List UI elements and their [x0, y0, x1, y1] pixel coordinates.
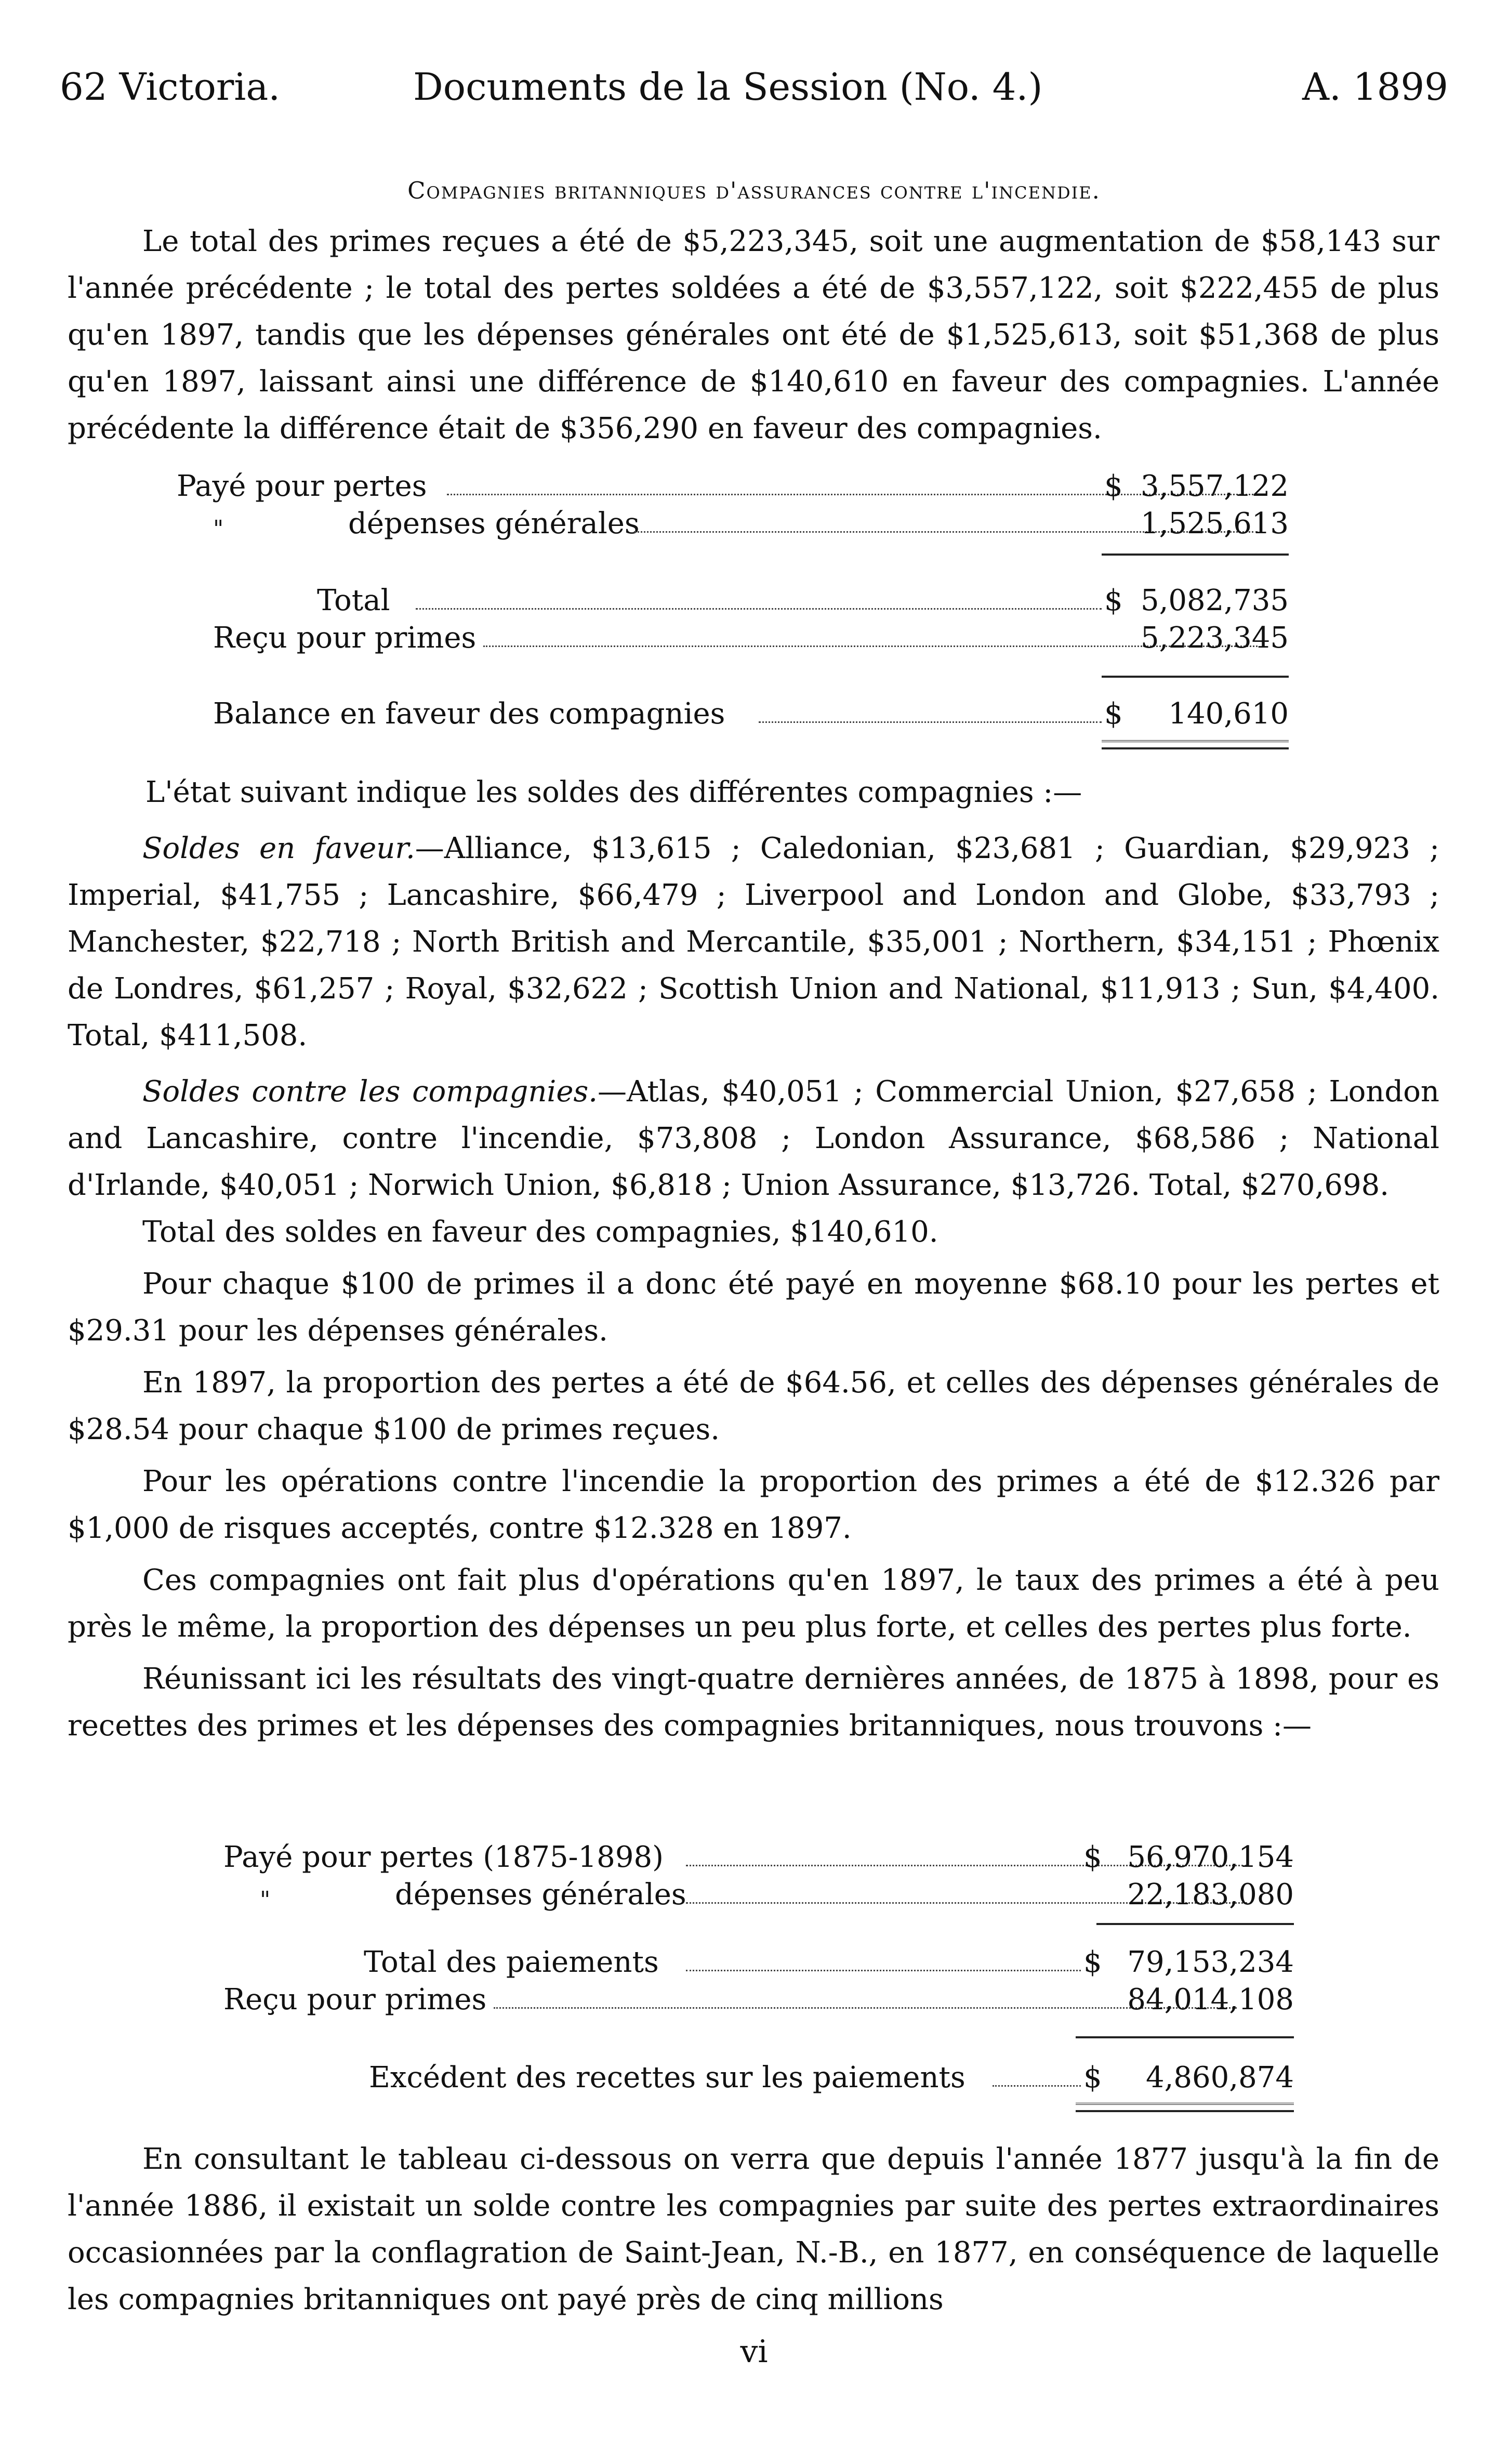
table1-total-dollar: $ [1104, 584, 1123, 617]
table2-excedent-label: Excédent des recettes sur les paiements [369, 2061, 965, 2094]
para-ces-compagnies: Ces compagnies ont fait plus d'opérations qu'en 1897, le taux des primes a été à peu près le même, la proportion des dépenses un peu plus forte, et celles des pertes plus forte. [68, 1563, 1439, 1644]
soldes-contre-title: Soldes contre les compagnies. [142, 1075, 598, 1109]
table1-row2-label: dépenses générales [348, 507, 640, 541]
header-left: 62 Victoria. [60, 65, 281, 109]
final-block [68, 2136, 1439, 2323]
ditto-mark: " [260, 1887, 271, 1913]
table1-recu-value: 5,223,345 [1140, 621, 1289, 655]
table2-row2-label: dépenses générales [395, 1878, 686, 1912]
table2-row-recu [177, 1981, 1299, 2019]
header-center: Documents de la Session (No. 4.) [413, 65, 1043, 109]
table1-recu-label: Reçu pour primes [213, 621, 477, 655]
table2-excedent-value: 4,860,874 [1145, 2061, 1294, 2094]
table2-row-total [177, 1944, 1299, 1981]
table2-rule-1 [1096, 1923, 1294, 1925]
table2-row1-dollar: $ [1083, 1840, 1102, 1874]
header-right: A. 1899 [1302, 65, 1448, 109]
table1-row-pertes [177, 468, 1299, 505]
section-title: Compagnies britanniques d'assurances contre l'incendie. [407, 177, 1101, 204]
table1-balance-label: Balance en faveur des compagnies [213, 697, 725, 731]
table1-balance-value: 140,610 [1168, 697, 1289, 731]
summary-table-1998-balance [177, 695, 1299, 733]
para-total-soldes: Total des soldes en faveur des compagnies, $140,610. [142, 1215, 938, 1249]
para-final: En consultant le tableau ci-dessous on verra que depuis l'année 1877 jusqu'à la fin de l'année 1886, il existait un solde contre les compagnies par suite des pertes extraordinaires occasionnées par la conflagration de Saint-Jean, N.-B., en 1877, en conséquence de laquelle les compagnies britanniques ont payé près de cinq millions [68, 2142, 1439, 2316]
table1-row1-dollar: $ [1104, 469, 1123, 503]
table1-row-balance [177, 695, 1299, 733]
table1-row1-value: 3,557,122 [1140, 469, 1289, 503]
page-header [60, 58, 1448, 115]
dot-leader [416, 582, 1102, 610]
table1-total-label: Total [317, 584, 390, 617]
summary-table-1998-totals [177, 582, 1299, 657]
table2-row2-value: 22,183,080 [1127, 1878, 1294, 1912]
soldes-faveur-text: —Alliance, $13,615 ; Caledonian, $23,681 ; Guardian, $29,923 ; Imperial, $41,755 ; Lancashire, $66,479 ; Liverpool and London and Globe, $33,793 ; Manchester, $22,718 ; North British and Mercantile, $35,001 ; Northern, $34,151 ; Phœnix de Londres, $61,257 ; Royal, $32,622 ; Scottish Union and National, $11,913 ; Sun, $4,400. Total, $411,508. [68, 832, 1439, 1052]
soldes-contre [68, 1069, 1439, 1209]
table2-recu-label: Reçu pour primes [223, 1983, 487, 2017]
table1-total-value: 5,082,735 [1140, 584, 1289, 617]
soldes-intro: L'état suivant indique les soldes des différentes compagnies :— [145, 775, 1082, 809]
table1-row-recu [177, 620, 1299, 657]
table2-row1-value: 56,970,154 [1127, 1840, 1294, 1874]
dot-leader [686, 1944, 1081, 1971]
summary-table-cumulative [177, 1839, 1299, 1914]
dot-leader [759, 695, 1102, 723]
table1-row2-value: 1,525,613 [1140, 507, 1289, 541]
para-reunissant: Réunissant ici les résultats des vingt-quatre dernières années, de 1875 à 1898, pour es recettes des primes et les dépenses des compagnies britanniques, nous trouvons :— [68, 1662, 1439, 1743]
para-incendie: Pour les opérations contre l'incendie la proportion des primes a été de $12.326 par $1,000 de risques acceptés, contre $12.328 en 1897. [68, 1465, 1439, 1545]
table2-row-pertes [177, 1839, 1299, 1876]
para-moyenne: Pour chaque $100 de primes il a donc été payé en moyenne $68.10 pour les pertes et $29.31 pour les dépenses générales. [68, 1267, 1439, 1348]
table2-row1-label: Payé pour pertes (1875-1898) [223, 1840, 664, 1874]
page-number: vi [740, 2334, 768, 2370]
table2-total-label: Total des paiements [364, 1945, 659, 1979]
table1-rule-1 [1102, 554, 1289, 556]
table1-balance-dollar: $ [1104, 697, 1123, 731]
intro-paragraph: Le total des primes reçues a été de $5,223,345, soit une augmentation de $58,143 sur l'année précédente ; le total des pertes soldées a été de $3,557,122, soit $222,455 de plus qu'en 1897, tandis que les dépenses générales ont été de $1,525,613, soit $51,368 de plus qu'en 1897, laissant ainsi une différence de $140,610 en faveur des compagnies. L'année précédente la différence était de $356,290 en faveur des compagnies. [68, 225, 1439, 445]
table2-total-dollar: $ [1083, 1945, 1102, 1979]
table1-rule-2 [1102, 676, 1289, 678]
table2-recu-value: 84,014,108 [1127, 1983, 1294, 2017]
soldes-faveur [68, 825, 1439, 1059]
table2-row-excedent [177, 2059, 1299, 2097]
summary-table-1998 [177, 468, 1299, 543]
table2-total-value: 79,153,234 [1127, 1945, 1294, 1979]
para-1897: En 1897, la proportion des pertes a été de $64.56, et celles des dépenses générales de $28.54 pour chaque $100 de primes reçues. [68, 1366, 1439, 1446]
soldes-faveur-title: Soldes en faveur. [142, 832, 415, 865]
soldes-contre-text: —Atlas, $40,051 ; Commercial Union, $27,658 ; London and Lancashire, contre l'incendie, $73,808 ; London Assurance, $68,586 ; National d'Irlande, $40,051 ; Norwich Union, $6,818 ; Union Assurance, $13,726. Total, $270,698. [68, 1075, 1439, 1202]
dot-leader [993, 2059, 1081, 2087]
ditto-mark: " [213, 516, 224, 542]
soldes-block [68, 769, 1439, 1749]
table1-row-total [177, 582, 1299, 620]
intro-block [68, 218, 1439, 452]
summary-table-cumulative-totals [177, 1944, 1299, 2019]
table2-rule-2 [1076, 2036, 1294, 2038]
table1-double-rule [1102, 740, 1289, 749]
table2-row-depenses [177, 1876, 1299, 1914]
table1-row-depenses [177, 505, 1299, 543]
summary-table-cumulative-excedent [177, 2059, 1299, 2097]
table1-row1-label: Payé pour pertes [177, 469, 427, 503]
table2-excedent-dollar: $ [1083, 2061, 1102, 2094]
table2-double-rule [1076, 2103, 1294, 2112]
